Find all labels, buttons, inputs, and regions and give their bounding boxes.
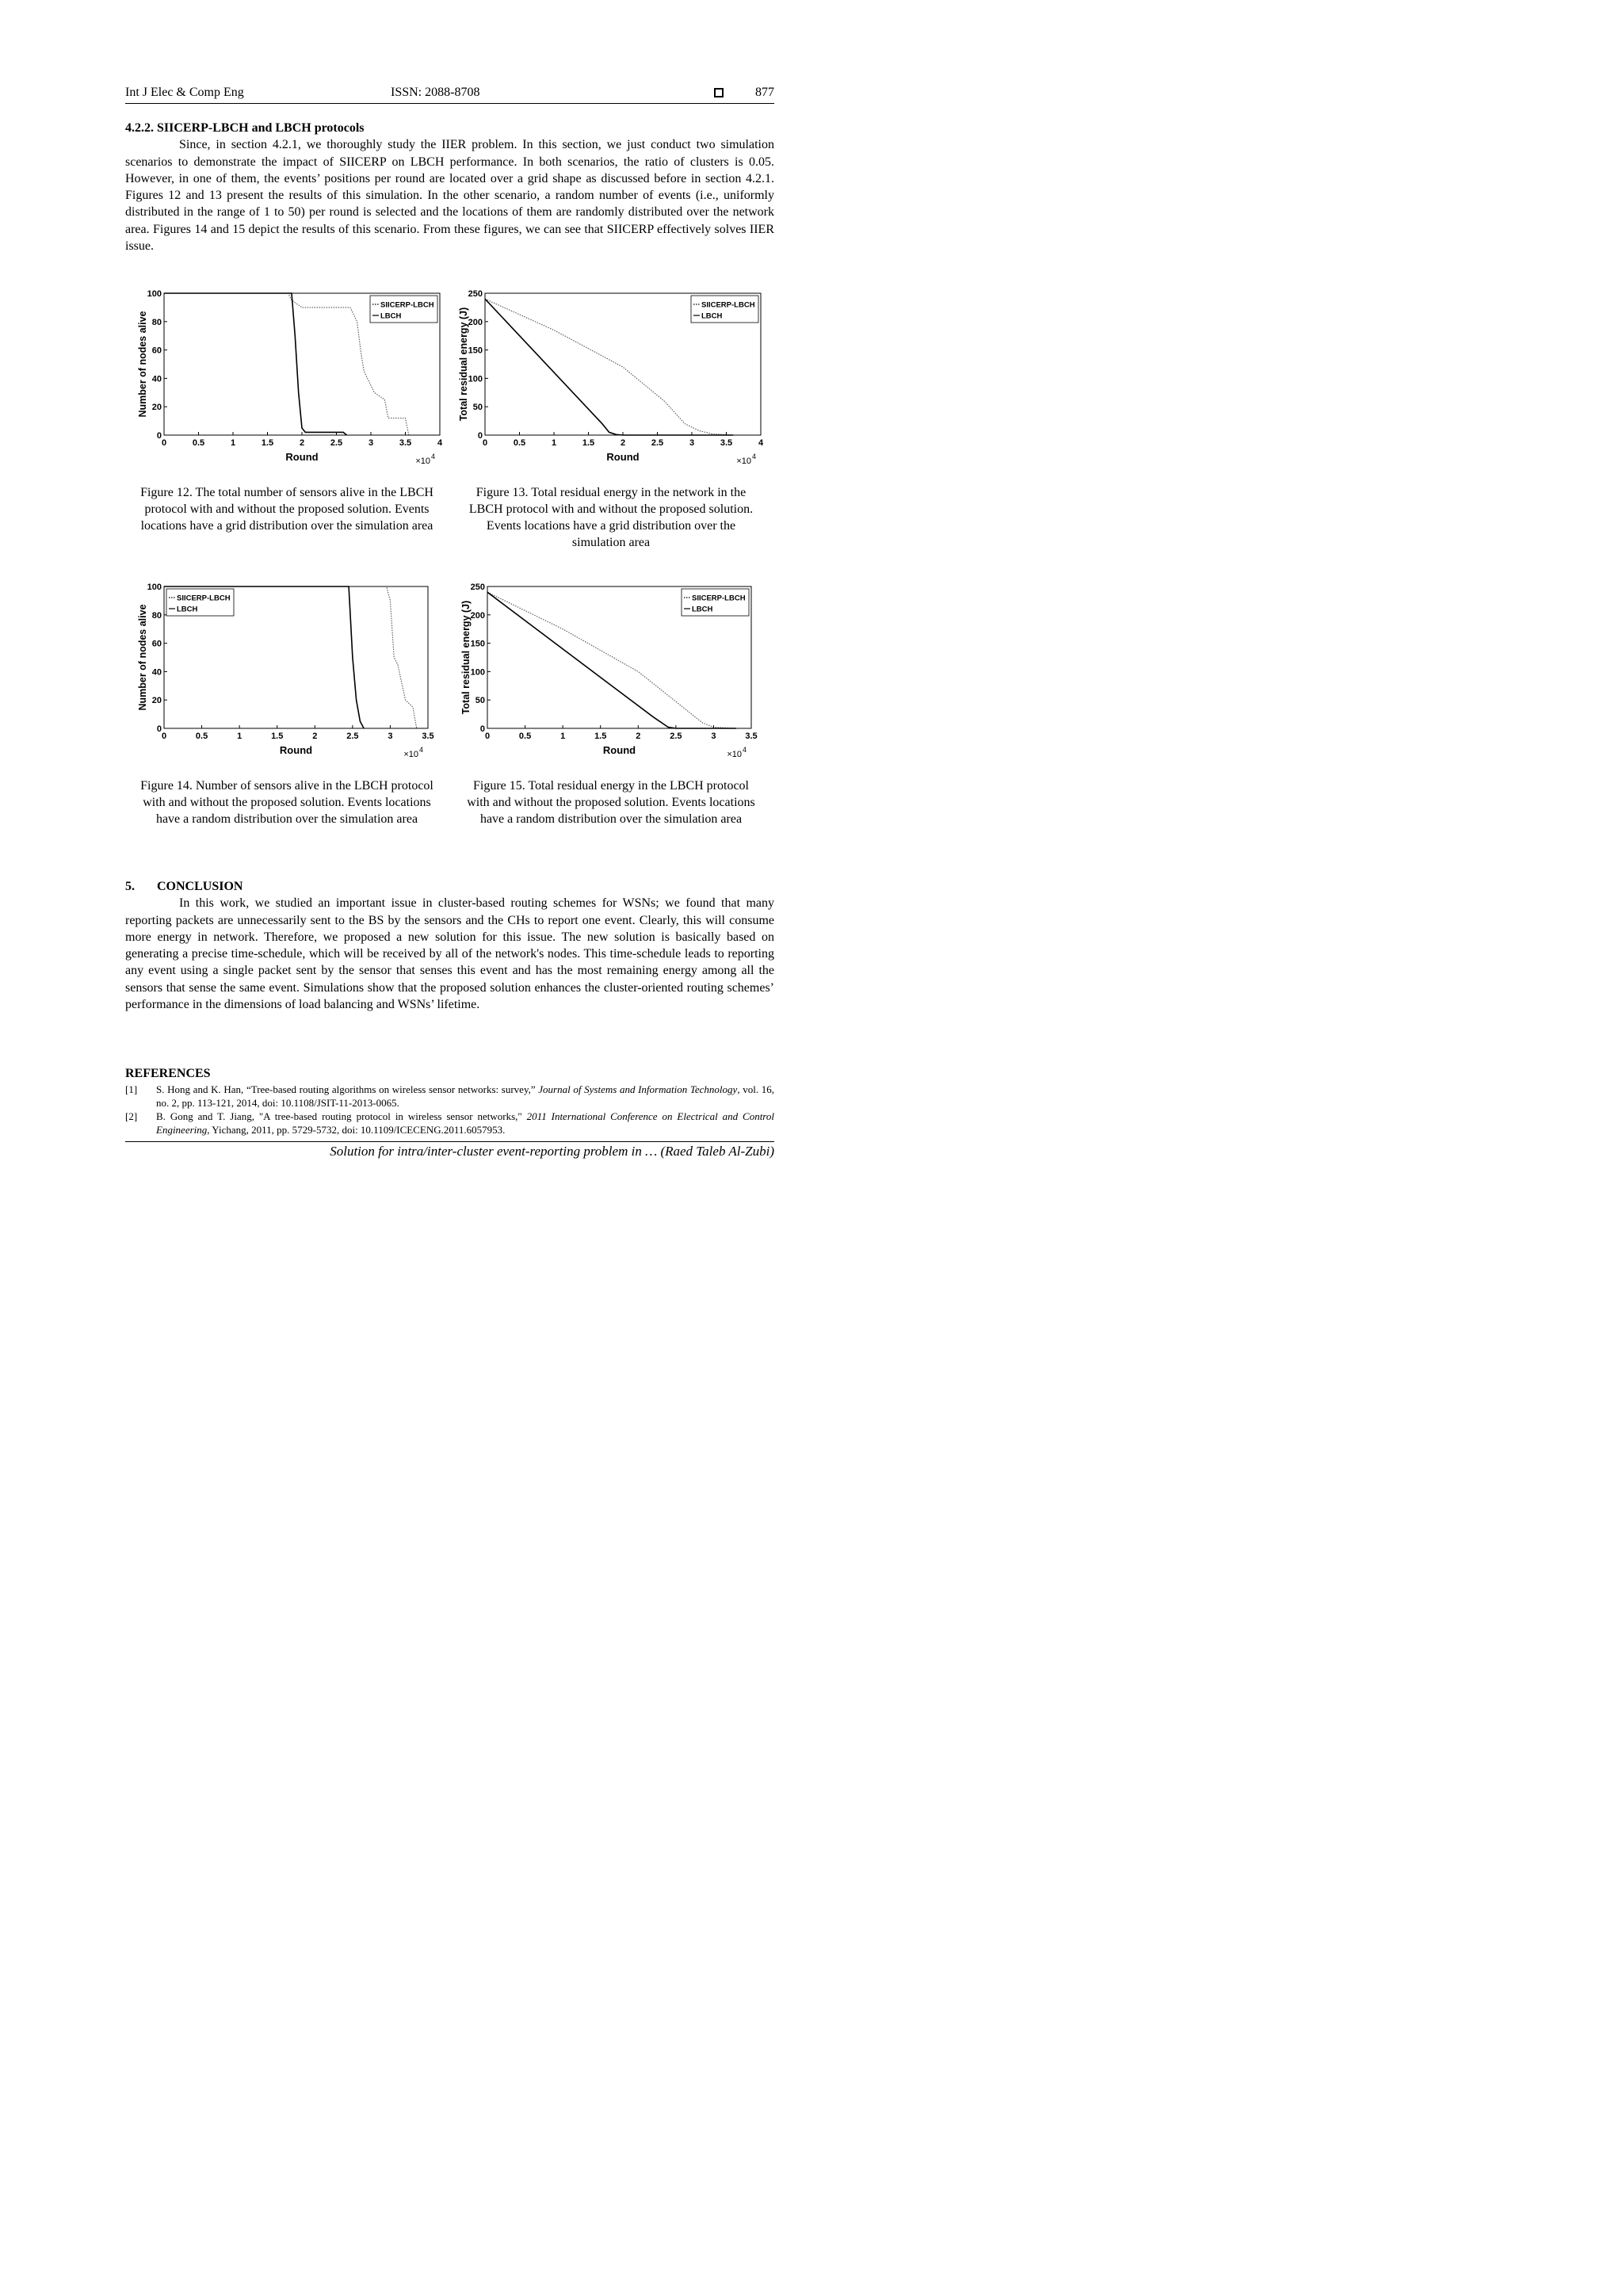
x-tick-label: 3 — [388, 732, 393, 741]
figure-15 — [458, 580, 763, 762]
footer-rule — [125, 1141, 774, 1142]
x-tick-label: 1.5 — [582, 438, 595, 448]
figure-12-chart — [135, 287, 452, 469]
y-tick-label: 150 — [470, 639, 485, 649]
reference-item — [125, 1110, 774, 1137]
x-tick-label: 1.5 — [271, 732, 284, 741]
y-tick-label: 0 — [156, 724, 162, 734]
x-axis-label: Round — [285, 451, 319, 463]
section-heading: 4.2.2. SIICERP-LBCH and LBCH protocols — [125, 121, 365, 135]
references-heading: REFERENCES — [125, 1067, 211, 1080]
x-tick-label: 2 — [636, 732, 641, 741]
y-tick-label: 20 — [151, 696, 162, 706]
y-tick-label: 150 — [468, 346, 483, 356]
running-footer: Solution for intra/inter-cluster event-reporting problem in … (Raed Taleb Al-Zubi) — [330, 1144, 774, 1159]
figure-13 — [456, 287, 773, 469]
x-tick-label: 0 — [484, 732, 491, 741]
legend-label: LBCH — [380, 311, 402, 321]
x-multiplier-exponent: 4 — [743, 746, 747, 754]
y-tick-label: 0 — [156, 431, 162, 441]
y-tick-label: 0 — [477, 431, 483, 441]
x-tick-label: 0.5 — [192, 438, 205, 448]
issn: ISSN: 2088-8708 — [391, 86, 480, 99]
x-axis-label: Round — [606, 451, 640, 463]
y-axis-label: Total residual energy (J) — [458, 307, 469, 422]
reference-number: [2] — [125, 1110, 138, 1123]
x-tick-label: 3.5 — [422, 732, 434, 741]
y-tick-label: 250 — [468, 289, 483, 299]
x-tick-label: 0.5 — [513, 438, 526, 448]
conclusion-number: 5. — [125, 880, 135, 893]
x-tick-label: 1 — [230, 438, 236, 448]
x-tick-label: 2.5 — [651, 438, 664, 448]
legend-label: SIICERP-LBCH — [380, 300, 434, 310]
x-multiplier: ×10 — [415, 457, 430, 466]
legend-label: LBCH — [177, 605, 198, 614]
figure-14-caption: Figure 14. Number of sensors alive in the LBCH protocol with and without the proposed solution. Events locations have a random distribution over the simulation area — [140, 779, 433, 826]
y-tick-label: 60 — [151, 346, 162, 356]
conclusion-title: CONCLUSION — [157, 880, 243, 893]
x-tick-label: 1.5 — [594, 732, 607, 741]
legend-label: SIICERP-LBCH — [177, 594, 231, 603]
x-multiplier-exponent: 4 — [752, 453, 757, 460]
x-tick-label: 3.5 — [399, 438, 412, 448]
reference-number: [1] — [125, 1083, 138, 1096]
x-tick-label: 3.5 — [720, 438, 733, 448]
y-tick-label: 100 — [470, 667, 485, 678]
x-tick-label: 4 — [758, 438, 764, 448]
figure-13-chart — [456, 287, 773, 469]
y-axis-label: Number of nodes alive — [137, 604, 148, 711]
reference-authors-title: S. Hong and K. Han, “Tree-based routing algorithms on wireless sensor networks: survey,” — [156, 1083, 539, 1096]
x-tick-label: 1 — [560, 732, 566, 741]
x-multiplier: ×10 — [727, 750, 742, 759]
journal-name: Int J Elec & Comp Eng — [125, 86, 244, 99]
y-tick-label: 100 — [147, 583, 162, 592]
x-tick-label: 0.5 — [518, 732, 532, 741]
reference-venue: 2011 International Conference on Electrical and Control Engineering — [156, 1110, 774, 1137]
running-header — [125, 86, 774, 104]
x-tick-label: 1 — [551, 438, 557, 448]
reference-authors-title: B. Gong and T. Jiang, "A tree-based routing protocol in wireless sensor networks," — [156, 1110, 527, 1123]
figure-15-chart — [458, 580, 763, 762]
reference-item — [125, 1083, 774, 1110]
y-tick-label: 80 — [151, 317, 162, 327]
x-tick-label: 0.5 — [195, 732, 208, 741]
legend-label: SIICERP-LBCH — [701, 300, 755, 310]
x-multiplier-exponent: 4 — [419, 746, 424, 754]
y-tick-label: 40 — [151, 374, 162, 384]
x-tick-label: 3 — [711, 732, 716, 741]
figure-12-caption: Figure 12. The total number of sensors alive in the LBCH protocol with and without the proposed solution. Events locations have a grid distribution over the simulation area — [140, 486, 433, 533]
conclusion-heading — [125, 878, 774, 895]
section-paragraph: Since, in section 4.2.1, we thoroughly study the IIER problem. In this section, we just conduct two simulation scenarios to demonstrate the impact of SIICERP on LBCH performance. In both scenarios, the ratio of clusters is 0.05. However, in one of them, the events’ positions per round are located over a grid shape as discussed before in section 4.2.1. Figures 12 and 13 present the results of this simulation. In the other scenario, a random number of events (i.e., uniformly distributed in the range of 1 to 50) per round is selected and the locations of them are randomly distributed over the network area. Figures 14 and 15 depict the results of this scenario. From these figures, we can see that SIICERP effectively solves IIER issue. — [125, 138, 774, 254]
x-multiplier: ×10 — [736, 457, 751, 466]
x-axis-label: Round — [279, 744, 313, 756]
x-tick-label: 1 — [237, 732, 242, 741]
reference-details: , Yichang, 2011, pp. 5729-5732, doi: 10.1109/ICECENG.2011.6057953. — [207, 1124, 506, 1137]
figure-15-caption: Figure 15. Total residual energy in the LBCH protocol with and without the proposed solution. Events locations have a random distribution over the simulation area — [467, 779, 755, 826]
y-axis-label: Total residual energy (J) — [460, 600, 472, 715]
y-tick-label: 100 — [147, 289, 162, 299]
legend-label: LBCH — [692, 605, 713, 614]
x-tick-label: 1.5 — [261, 438, 274, 448]
y-tick-label: 200 — [470, 610, 485, 621]
y-axis-label: Number of nodes alive — [137, 311, 148, 418]
y-tick-label: 250 — [470, 583, 485, 592]
figure-14-chart — [135, 580, 440, 762]
conclusion-paragraph: In this work, we studied an important issue in cluster-based routing schemes for WSNs; we found that many reporting packets are unnecessarily sent to the BS by the sensors and the CHs to report one event. Clearly, this will consume more energy in network. Therefore, we proposed a new solution for this issue. The new solution is basically based on generating a precise time-schedule, which will be received by all of the network's nodes. This time-schedule leads to reporting any event using a single packet sent by the sensor that senses this event and has the most remaining energy among all the sensors that sense the same event. Simulations show that the proposed solution enhances the cluster-oriented routing schemes’ performance in the dimensions of load balancing and WSNs’ lifetime. — [125, 896, 774, 1012]
reference-details: , vol. 16, no. 2, pp. 113-121, 2014, doi: 10.1108/JSIT-11-2013-0065. — [156, 1083, 774, 1110]
x-tick-label: 2.5 — [346, 732, 359, 741]
figure-14 — [135, 580, 440, 762]
x-tick-label: 2 — [312, 732, 318, 741]
y-tick-label: 40 — [151, 667, 162, 678]
y-tick-label: 20 — [151, 403, 162, 413]
y-tick-label: 200 — [468, 317, 483, 327]
x-multiplier: ×10 — [403, 750, 418, 759]
conclusion-section — [125, 878, 774, 1013]
legend-label: SIICERP-LBCH — [692, 594, 746, 603]
x-tick-label: 2 — [620, 438, 626, 448]
legend-label: LBCH — [701, 311, 723, 321]
x-tick-label: 3.5 — [745, 732, 758, 741]
figure-12 — [135, 287, 452, 469]
x-tick-label: 2 — [299, 438, 305, 448]
y-tick-label: 50 — [475, 696, 485, 706]
page-number: 877 — [755, 86, 774, 99]
x-tick-label: 3 — [689, 438, 695, 448]
figure-13-caption: Figure 13. Total residual energy in the network in the LBCH protocol with and without the proposed solution. Events locations have a grid distribution over the simulation area — [468, 486, 754, 549]
x-tick-label: 3 — [368, 438, 374, 448]
y-tick-label: 80 — [151, 610, 162, 621]
square-icon — [714, 88, 724, 97]
x-tick-label: 0 — [161, 732, 167, 741]
x-tick-label: 4 — [437, 438, 443, 448]
references-section — [125, 1065, 774, 1137]
section-4-2-2 — [125, 120, 774, 254]
x-tick-label: 2.5 — [670, 732, 682, 741]
x-tick-label: 2.5 — [330, 438, 343, 448]
series-line-lbch — [164, 293, 347, 435]
y-tick-label: 60 — [151, 639, 162, 649]
x-multiplier-exponent: 4 — [431, 453, 436, 460]
x-axis-label: Round — [602, 744, 636, 756]
x-tick-label: 0 — [482, 438, 488, 448]
reference-venue: Journal of Systems and Information Technology — [538, 1083, 738, 1096]
y-tick-label: 100 — [468, 374, 483, 384]
y-tick-label: 0 — [479, 724, 485, 734]
y-tick-label: 50 — [472, 403, 483, 413]
x-tick-label: 0 — [161, 438, 167, 448]
